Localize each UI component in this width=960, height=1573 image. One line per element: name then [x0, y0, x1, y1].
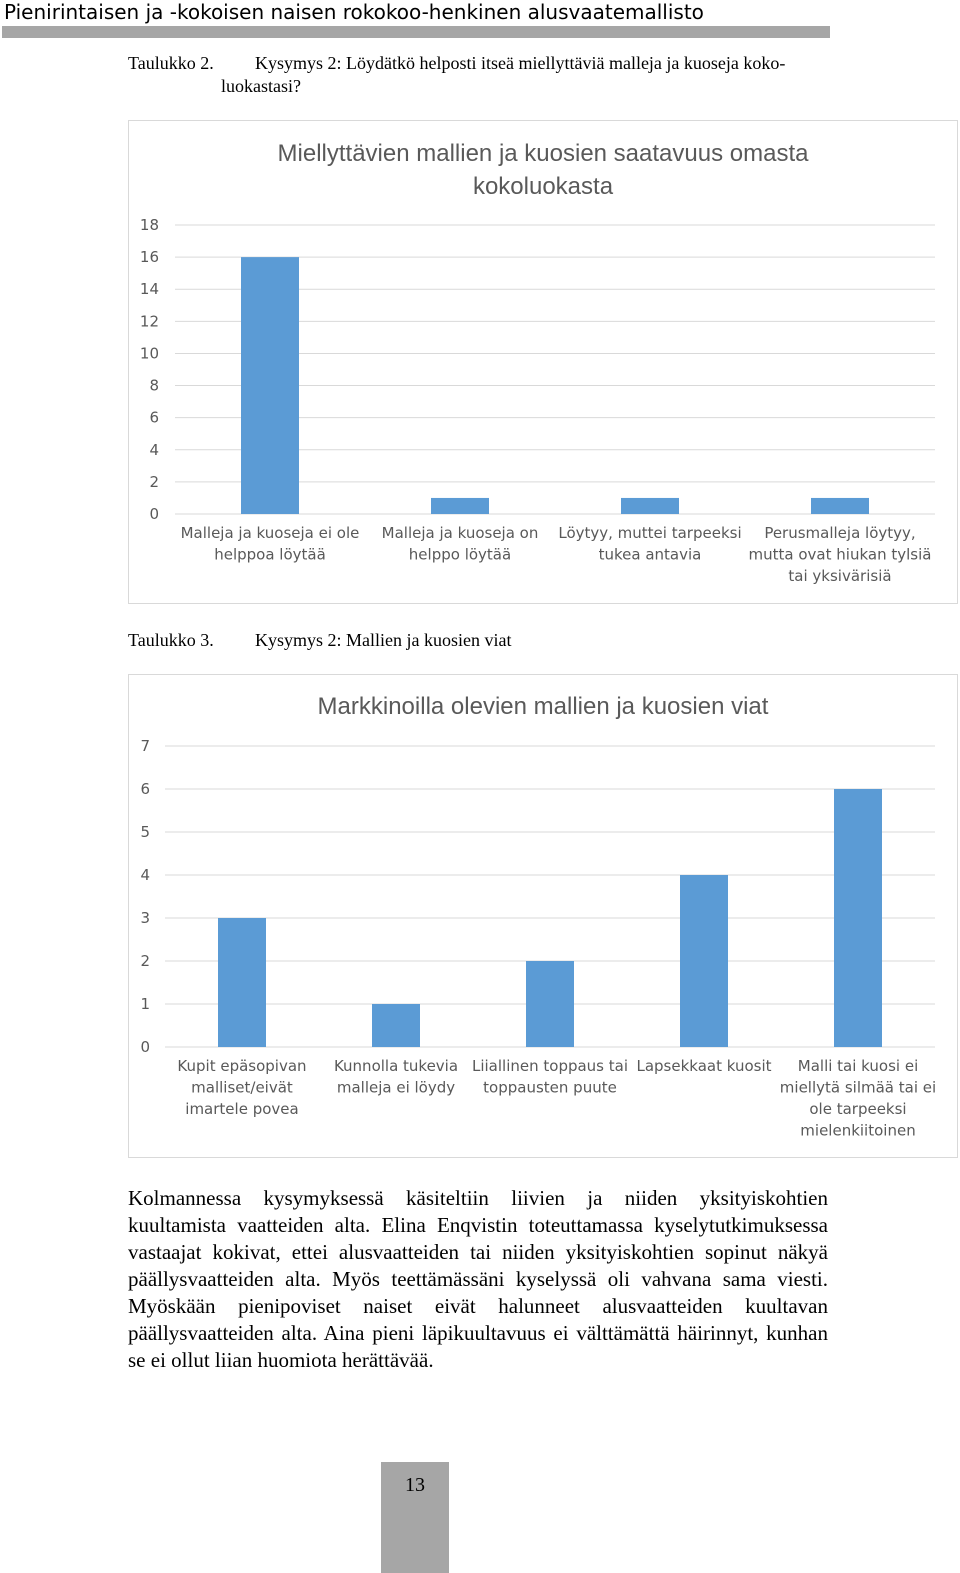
caption-label: Taulukko 3.: [128, 630, 214, 650]
category-label: Kunnolla tukevia: [333, 1057, 459, 1075]
category-label: imartele povea: [185, 1100, 299, 1118]
category-label: Perusmalleja löytyy,: [764, 524, 916, 542]
header-rule: [2, 26, 830, 38]
chart-svg: [129, 675, 957, 1157]
category-label: Liiallinen toppaus tai: [471, 1057, 629, 1075]
bar: [680, 875, 728, 1047]
category-label: ole tarpeeksi: [809, 1100, 907, 1118]
y-tick-label: 16: [139, 248, 159, 267]
y-tick-label: 2: [140, 952, 150, 970]
y-tick-label: 1: [140, 995, 150, 1013]
page-number-tab: [381, 1462, 449, 1573]
category-label: malleja ei löydy: [336, 1078, 456, 1097]
category-label: mutta ovat hiukan tylsiä: [748, 545, 932, 564]
y-tick-label: 10: [139, 344, 159, 363]
category-label: tukea antavia: [598, 545, 702, 564]
y-tick-label: 2: [149, 472, 159, 491]
y-tick-label: 6: [149, 408, 159, 427]
availability-bar-chart: [128, 120, 958, 604]
category-label: Malli tai kuosi ei: [797, 1057, 919, 1075]
table-caption-3: [128, 629, 828, 652]
y-tick-label: 7: [140, 737, 150, 755]
table-caption-2: [128, 52, 828, 98]
defects-bar-chart: [128, 674, 958, 1158]
chart-title: kokoluokasta: [472, 173, 614, 200]
y-tick-label: 0: [140, 1038, 150, 1056]
bar: [621, 498, 679, 514]
y-tick-label: 5: [140, 823, 150, 841]
bar: [241, 257, 299, 514]
bar: [218, 918, 266, 1047]
category-label: malliset/eivät: [191, 1078, 293, 1097]
caption-text-continued: luokastasi?: [221, 76, 301, 96]
running-header-title: Pienirintaisen ja -kokoisen naisen rokokoo-henkinen alusvaatemallisto: [4, 0, 704, 24]
category-label: mielenkiitoinen: [800, 1121, 916, 1140]
bar: [811, 498, 869, 514]
category-label: Löytyy, muttei tarpeeksi: [558, 524, 742, 542]
caption-label: Taulukko 2.: [128, 53, 214, 73]
category-label: Malleja ja kuoseja ei ole: [180, 524, 360, 542]
y-tick-label: 6: [140, 780, 150, 798]
y-tick-label: 18: [139, 216, 159, 234]
category-label: Malleja ja kuoseja on: [381, 524, 539, 542]
bar: [526, 961, 574, 1047]
caption-text: Kysymys 2: Löydätkö helposti itseä miellyttäviä malleja ja kuoseja koko-: [255, 53, 786, 73]
caption-text: Kysymys 2: Mallien ja kuosien viat: [255, 630, 512, 650]
chart-svg: [129, 121, 957, 603]
category-label: tai yksivärisiä: [788, 567, 892, 585]
bar: [372, 1004, 420, 1047]
category-label: helppoa löytää: [214, 545, 326, 564]
category-label: Kupit epäsopivan: [177, 1057, 307, 1075]
bar: [431, 498, 489, 514]
page-number: 13: [405, 1474, 425, 1496]
bar: [834, 789, 882, 1047]
y-tick-label: 14: [139, 280, 159, 299]
chart-title: Markkinoilla olevien mallien ja kuosien viat: [317, 693, 769, 720]
chart-title: Miellyttävien mallien ja kuosien saatavuus omasta: [277, 140, 809, 167]
y-tick-label: 4: [149, 440, 159, 459]
y-tick-label: 4: [140, 866, 150, 884]
y-tick-label: 0: [149, 505, 159, 523]
category-label: miellytä silmää tai ei: [779, 1078, 937, 1097]
y-tick-label: 8: [149, 376, 159, 395]
category-label: toppausten puute: [483, 1078, 617, 1097]
category-label: Lapsekkaat kuosit: [636, 1057, 772, 1075]
y-tick-label: 12: [139, 312, 159, 331]
y-tick-label: 3: [140, 909, 150, 927]
category-label: helppo löytää: [408, 545, 512, 564]
body-paragraph: Kolmannessa kysymyksessä käsiteltiin liivien ja niiden yksityiskohtien kuultamista vaatteiden alta. Elina Enqvistin toteuttamassa kyselytutkimuksessa vastaajat kokivat, ettei alusvaatteiden tai niiden yksityiskohtien sopinut näkyä päällysvaatteiden alta. Myös teettämässäni kyselyssä oli vahvana sama viesti. Myöskään pienipoviset naiset eivät halunneet alusvaatteiden kuultavan päällysvaatteiden alta. Aina pieni läpikuultavuus ei välttämättä häirinnyt, kunhan se ei ollut liian huomiota herättävää.: [128, 1186, 828, 1372]
